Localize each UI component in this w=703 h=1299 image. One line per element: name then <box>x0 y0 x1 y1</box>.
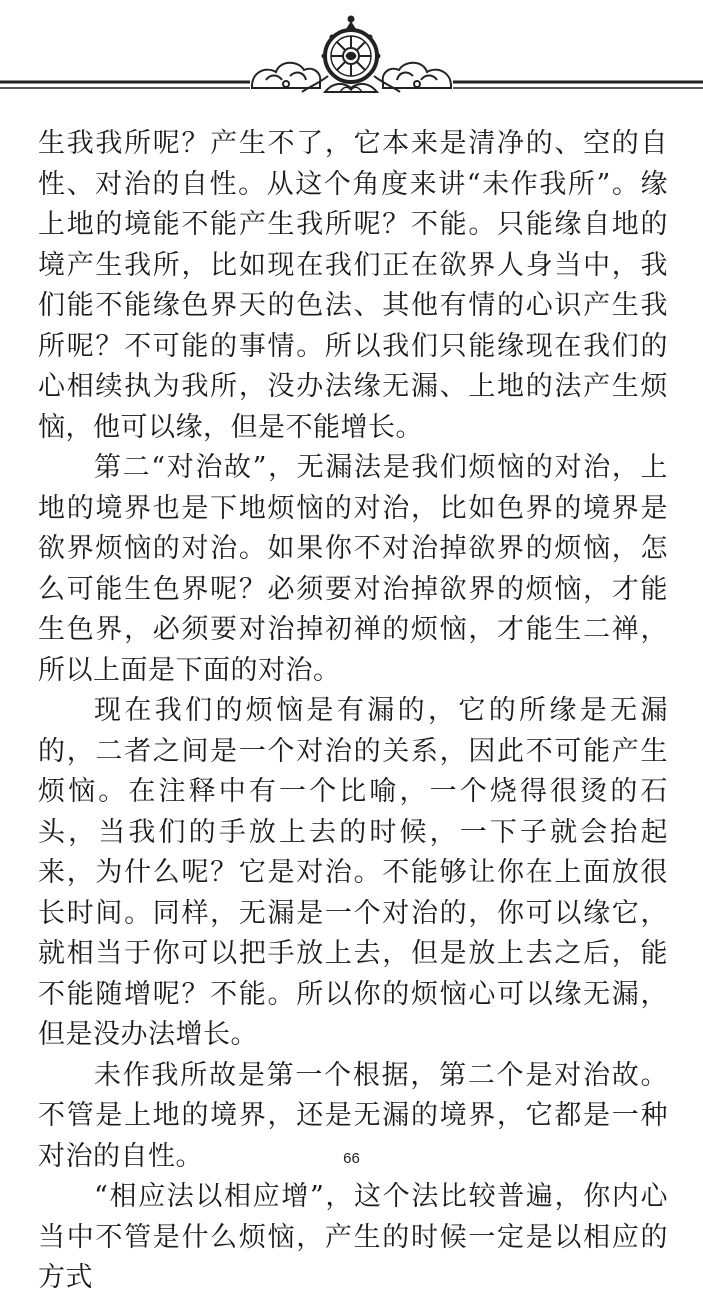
paragraph: 第二“对治故”，无漏法是我们烦恼的对治，上地的境界也是下地烦恼的对治，比如色界的境界是欲界烦恼的对治。如果你不对治掉欲界的烦恼，怎么可能生色界呢？必须要对治掉欲界的烦恼，才能生色界，必须要对治掉初禅的烦恼，才能生二禅，所以上面是下面的对治。 <box>38 452 668 686</box>
paragraph: “相应法以相应增”，这个法比较普遍，你内心当中不管是什么烦恼，产生的时候一定是以相应的方式 <box>38 1181 668 1293</box>
cloud-left-icon <box>252 63 320 88</box>
page-number: 66 <box>343 1150 360 1167</box>
page-header-ornament <box>0 0 703 110</box>
paragraph: 现在我们的烦恼是有漏的，它的所缘是无漏的，二者之间是一个对治的关系，因此不可能产生烦恼。在注释中有一个比喻，一个烧得很烫的石头，当我们的手放上去的时候，一下子就会抬起来，为什么呢？它是对治。不能够让你在上面放很长时间。同样，无漏是一个对治的，你可以缘它，就相当于你可以把手放上去，但是放上去之后，能不能随增呢？不能。所以你的烦恼心可以缘无漏，但是没办法增长。 <box>38 695 668 1050</box>
cloud-right-icon <box>383 63 451 88</box>
paragraph: 生我我所呢？产生不了，它本来是清净的、空的自性、对治的自性。从这个角度来讲“未作我所”。缘上地的境能不能产生我所呢？不能。只能缘自地的境产生我所，比如现在我们正在欲界人身当中，我们能不能缘色界天的色法、其他有情的心识产生我所呢？不可能的事情。所以我们只能缘现在我们的心相续执为我所，没办法缘无漏、上地的法产生烦恼，他可以缘，但是不能增长。 <box>38 128 668 443</box>
paragraph: 未作我所故是第一个根据，第二个是对治故。不管是上地的境界，还是无漏的境界，它都是一种对治的自性。 <box>38 1059 668 1172</box>
page-body <box>38 124 668 1299</box>
